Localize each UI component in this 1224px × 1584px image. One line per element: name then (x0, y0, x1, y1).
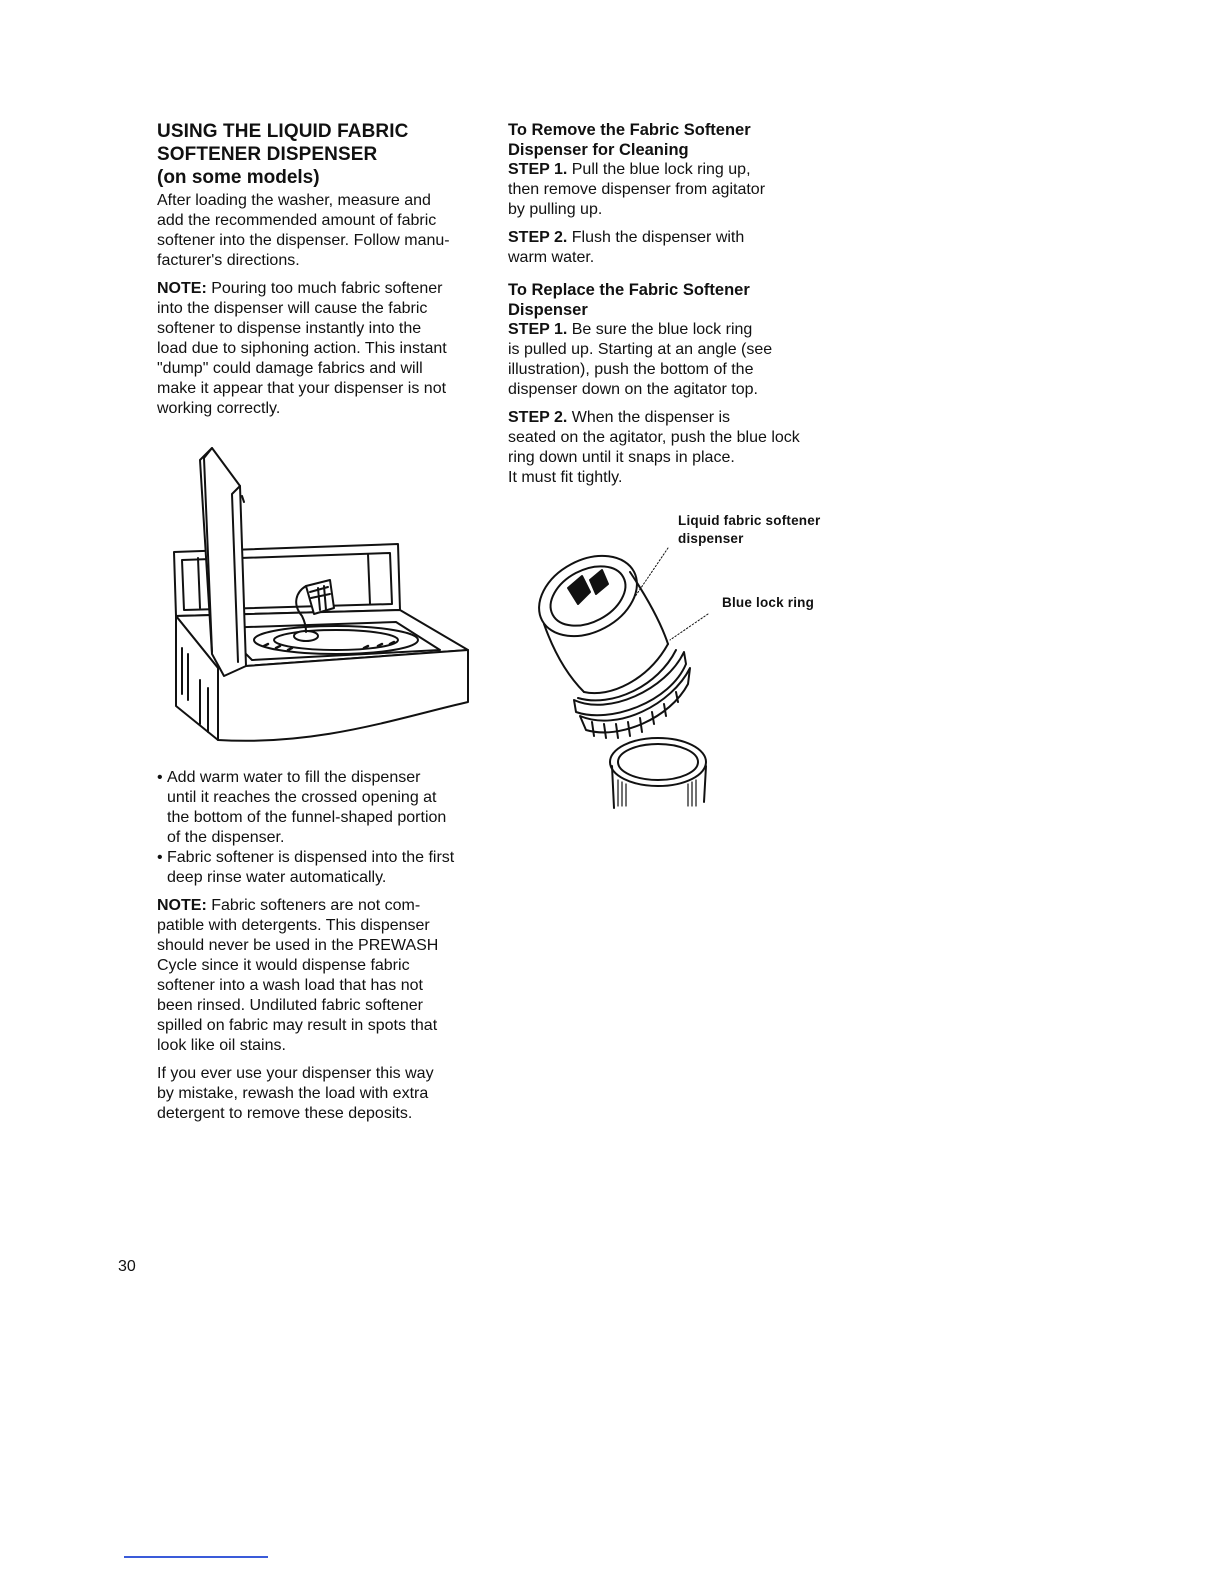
bullet-line: until it reaches the crossed opening at (167, 789, 437, 806)
intro-line: facturer's directions. (157, 252, 300, 269)
left-column (157, 120, 497, 419)
note2-line: Cycle since it would dispense fabric (157, 957, 410, 974)
bullet-line: of the dispenser. (167, 829, 285, 846)
replace-step1-label: STEP 1. (508, 321, 568, 338)
left-column-lower (157, 768, 497, 1124)
section-title-line2: SOFTENER DISPENSER (157, 144, 378, 165)
callout-blue-lock-ring: Blue lock ring (722, 595, 815, 610)
note2-line: look like oil stains. (157, 1037, 286, 1054)
page-number: 30 (118, 1258, 136, 1275)
note1-line: into the dispenser will cause the fabric (157, 300, 428, 317)
replace-step2-line: It must fit tightly. (508, 469, 623, 486)
note1-label: NOTE: (157, 280, 207, 297)
remove-step1-line (508, 160, 848, 180)
replace-step2-line: seated on the agitator, push the blue lock (508, 429, 800, 446)
replace-step2-first: When the dispenser is (567, 409, 731, 426)
remove-step2-line (508, 228, 848, 248)
remove-step1-label: STEP 1. (508, 161, 568, 178)
remove-step1-line: by pulling up. (508, 201, 603, 218)
note2-label: NOTE: (157, 897, 207, 914)
closing-line: If you ever use your dispenser this way (157, 1065, 434, 1082)
note1-line (157, 279, 497, 299)
section-subtitle: (on some models) (157, 167, 320, 188)
note1-line: "dump" could damage fabrics and will (157, 360, 423, 377)
closing-line: detergent to remove these deposits. (157, 1105, 413, 1122)
note2-line: been rinsed. Undiluted fabric softener (157, 997, 423, 1014)
replace-step1-line (508, 320, 848, 340)
replace-step1-line: is pulled up. Starting at an angle (see (508, 341, 773, 358)
remove-step1-line: then remove dispenser from agitator (508, 181, 766, 198)
callout-dispenser-line: Liquid fabric softener (678, 513, 821, 528)
remove-step2-first: Flush the dispenser with (567, 229, 745, 246)
replace-step1-line: dispenser down on the agitator top. (508, 381, 758, 398)
section-title-line1: USING THE LIQUID FABRIC (157, 121, 409, 142)
dispenser-illustration (530, 540, 750, 820)
note1-line: make it appear that your dispenser is not (157, 380, 447, 397)
bullet-line: deep rinse water automatically. (167, 869, 387, 886)
note1-line: load due to siphoning action. This instant (157, 340, 447, 357)
replace-step2-line: ring down until it snaps in place. (508, 449, 735, 466)
note2-line: softener into a wash load that has not (157, 977, 423, 994)
note2-line: patible with detergents. This dispenser (157, 917, 430, 934)
replace-step1-first: Be sure the blue lock ring (567, 321, 753, 338)
remove-heading: Dispenser for Cleaning (508, 141, 689, 159)
bullet-line: the bottom of the funnel-shaped portion (167, 809, 447, 826)
remove-step2-label: STEP 2. (508, 229, 568, 246)
bullet-dot: • (157, 849, 163, 866)
right-column (508, 120, 848, 488)
bullet-dot: • (157, 769, 163, 786)
replace-heading: Dispenser (508, 301, 588, 319)
footer-rule (124, 1556, 268, 1558)
intro-line: softener into the dispenser. Follow manu- (157, 232, 450, 249)
bullet-line: Add warm water to fill the dispenser (167, 769, 421, 786)
callout-dispenser-line: dispenser (678, 531, 744, 546)
note2-first: Fabric softeners are not com- (206, 897, 421, 914)
bullet-item (157, 768, 497, 848)
bullet-line: Fabric softener is dispensed into the first (167, 849, 455, 866)
intro-line: add the recommended amount of fabric (157, 212, 437, 229)
remove-heading: To Remove the Fabric Softener (508, 121, 751, 139)
note2-line: should never be used in the PREWASH (157, 937, 439, 954)
remove-step2-line: warm water. (508, 249, 595, 266)
replace-heading: To Replace the Fabric Softener (508, 281, 750, 299)
washer-illustration (168, 440, 473, 760)
replace-step2-line (508, 408, 848, 428)
replace-step1-line: illustration), push the bottom of the (508, 361, 754, 378)
remove-step1-first: Pull the blue lock ring up, (567, 161, 751, 178)
note1-line: working correctly. (157, 400, 281, 417)
replace-step2-label: STEP 2. (508, 409, 568, 426)
bullet-item (157, 848, 497, 888)
intro-line: After loading the washer, measure and (157, 192, 431, 209)
closing-line: by mistake, rewash the load with extra (157, 1085, 429, 1102)
note1-first: Pouring too much fabric softener (206, 280, 443, 297)
note2-line: spilled on fabric may result in spots that (157, 1017, 438, 1034)
note2-line (157, 896, 497, 916)
note1-line: softener to dispense instantly into the (157, 320, 422, 337)
callout-dispenser (678, 512, 820, 548)
